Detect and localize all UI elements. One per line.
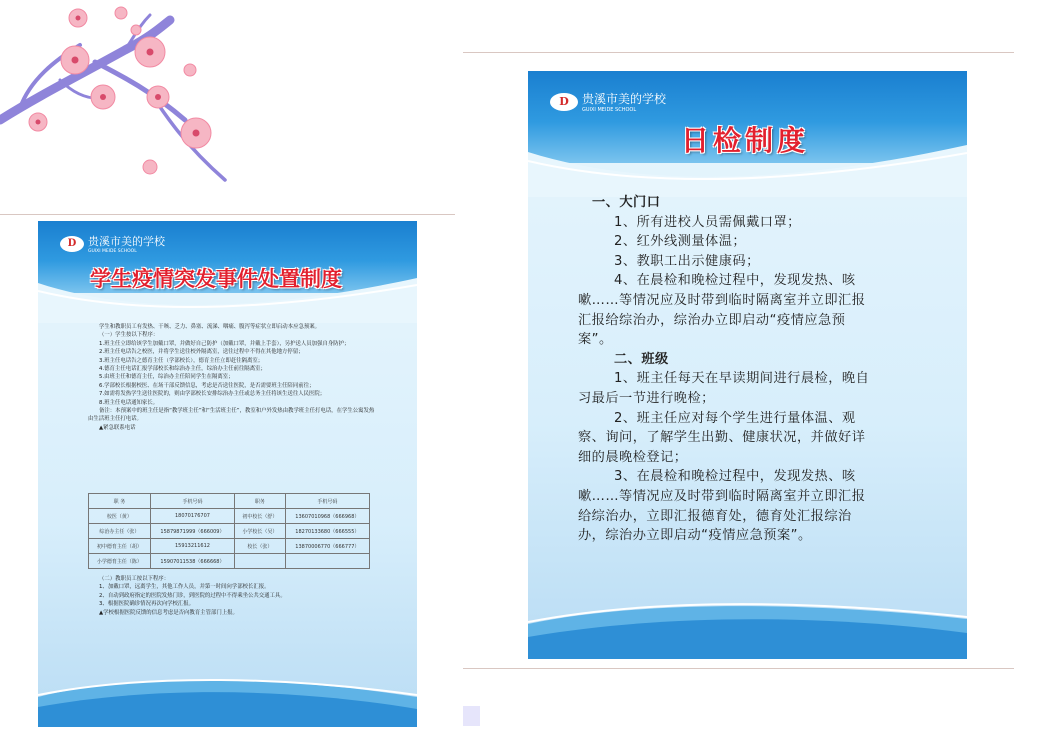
table-header-cell: 职 务 xyxy=(89,494,151,509)
right-line-1: 一、大门口 xyxy=(592,195,661,210)
left-para-11: 备注：本预案中的班主任是指“教学班主任”和“生活班主任”，教室和户外发热由教学班主任打电话，在学生公寓发热由生活班主任打电话。 xyxy=(88,408,375,423)
left-para-7: 5.由班主任和德育主任，综治办主任陪同学生在隔离室； xyxy=(99,374,234,381)
plum-blossom-illustration xyxy=(0,0,250,200)
table-header-cell: 手机号码 xyxy=(285,494,369,509)
left-school-name: 贵溪市美的学校 xyxy=(88,235,165,248)
left-para2-3: 2、自动到政府指定的医院发热门诊，到医院的过程中不得乘坐公共交通工具。 xyxy=(99,592,286,599)
right-school-logo xyxy=(550,90,666,113)
left-para-8: 6.学部校长根据校医、在场干部反馈信息，考虑是否送往医院，是否需要班主任陪同前往； xyxy=(99,382,315,389)
table-row xyxy=(89,554,370,569)
table-row xyxy=(89,524,370,539)
table-cell: 13870006770（666777） xyxy=(285,539,369,554)
table-header-cell: 职务 xyxy=(235,494,286,509)
table-cell: 初中德育主任（胡） xyxy=(89,539,151,554)
right-line-4: 3、教职工出示健康码； xyxy=(614,253,760,269)
left-para-9: 7.如需将发热学生送往医院的，则由学部校长安排综治办主任或总务主任将该生送往人民医院； xyxy=(99,391,326,398)
table-cell: 15879871999（666009） xyxy=(150,524,234,539)
left-para-6: 4.德育主任电话汇报学部校长和综治办主任，综治办主任前往隔离室； xyxy=(99,366,266,373)
left-para-5: 3.班主任电话告之德育主任（学部校长），德育主任立即赶往隔离室； xyxy=(99,357,264,364)
table-cell: 初中校长（舒） xyxy=(235,509,286,524)
table-cell: 小学校长（吴） xyxy=(235,524,286,539)
left-para2-2: 1、加戴口罩，远离学生，其他工作人员，并第一时间向学部校长汇报。 xyxy=(99,584,270,591)
school-emblem-icon: D xyxy=(60,236,84,252)
faint-square xyxy=(463,706,480,726)
left-para2-4: 3、根据医院确诊情况再次向学校汇报。 xyxy=(99,601,195,608)
table-cell xyxy=(285,554,369,569)
divider-right-top xyxy=(463,52,1014,53)
table-cell: 校长（张） xyxy=(235,539,286,554)
table-cell xyxy=(235,554,286,569)
left-poster xyxy=(38,221,417,727)
left-para2-5: ▲学校根据医院反馈的信息考虑是否向教育主管部门上报。 xyxy=(99,609,238,616)
left-school-name-en: GUIXI MEIDE SCHOOL xyxy=(88,249,137,254)
table-row xyxy=(89,539,370,554)
right-line-12: 2、班主任应对每个学生进行量体温、观 xyxy=(614,410,856,426)
right-line-8: 案”。 xyxy=(578,332,613,348)
right-poster-body xyxy=(578,193,967,546)
right-line-11: 习最后一节进行晚检； xyxy=(578,390,715,406)
right-line-14: 细的晨晚检登记； xyxy=(578,449,688,465)
contacts-table xyxy=(88,493,370,569)
right-line-13: 察、询问，了解学生出勤、健康状况，并做好详 xyxy=(578,430,866,446)
right-line-17: 给综治办，立即汇报德育处，德育处汇报综治 xyxy=(578,508,852,524)
table-row xyxy=(89,509,370,524)
right-line-6: 嗽……等情况应及时带到临时隔离室并立即汇报 xyxy=(578,292,866,308)
table-cell: 综治办主任（张） xyxy=(89,524,151,539)
right-line-15: 3、在晨检和晚检过程中，发现发热、咳 xyxy=(614,469,856,485)
left-para-12: ▲紧急联系电话 xyxy=(99,424,136,431)
left-school-logo xyxy=(60,233,165,254)
right-line-3: 2、红外线测量体温； xyxy=(614,234,747,250)
left-poster-title: 学生疫情突发事件处置制度 xyxy=(90,267,342,291)
right-line-10: 1、班主任每天在早读期间进行晨检，晚自 xyxy=(614,371,870,387)
contacts-header-row xyxy=(89,494,370,509)
right-line-5: 4、在晨检和晚检过程中，发现发热、咳 xyxy=(614,273,856,289)
table-cell: 18270133680（666555） xyxy=(285,524,369,539)
table-cell: 15913211612 xyxy=(150,539,234,554)
left-para-10: 8.班主任电话通知家长。 xyxy=(99,399,159,406)
left-para2-1: （二）教职员工按以下程序： xyxy=(99,576,170,582)
left-para-1: 学生和教职员工有发热、干咳、乏力、鼻塞、流涕、咽痛、腹泻等症状立即启动本应急预案。 xyxy=(99,324,321,330)
left-poster-body-2 xyxy=(88,575,378,617)
left-para-3: 1.班主任立即给该学生加戴口罩，并做好自己防护（加戴口罩，并戴上手套），另护送人员加强自身防护； xyxy=(99,340,350,347)
right-poster-title: 日检制度 xyxy=(681,124,810,157)
right-line-7: 汇报给综治办，综治办立即启动“疫情应急预 xyxy=(578,312,846,328)
left-poster-body xyxy=(88,323,378,432)
right-line-2: 1、所有进校人员需佩戴口罩； xyxy=(614,214,801,230)
table-cell: 13607010968（666968） xyxy=(285,509,369,524)
divider-right-bottom xyxy=(463,668,1014,669)
left-para-2: （一）学生按以下程序： xyxy=(99,332,159,339)
table-cell: 18070176707 xyxy=(150,509,234,524)
table-header-cell: 手机号码 xyxy=(150,494,234,509)
divider-left xyxy=(0,214,455,215)
right-line-18: 办，综治办立即启动“疫情应急预案”。 xyxy=(578,528,812,544)
left-footer-wave xyxy=(38,667,417,727)
left-para-4: 2.班主任电话告之校医，并将学生送往校外隔离室，送往过程中不得在其他地方停留； xyxy=(99,349,304,356)
right-poster xyxy=(528,71,967,659)
right-school-name: 贵溪市美的学校 xyxy=(582,92,667,106)
table-cell: 校医（黄） xyxy=(89,509,151,524)
right-school-name-en: GUIXI MEIDE SCHOOL xyxy=(582,107,637,113)
right-line-9: 二、班级 xyxy=(614,351,669,367)
table-cell: 小学德育主任（陈） xyxy=(89,554,151,569)
right-line-16: 嗽……等情况应及时带到临时隔离室并立即汇报 xyxy=(578,488,866,504)
right-footer-wave xyxy=(528,589,967,659)
school-emblem-icon: D xyxy=(550,93,578,111)
table-cell: 15907011538（666668） xyxy=(150,554,234,569)
